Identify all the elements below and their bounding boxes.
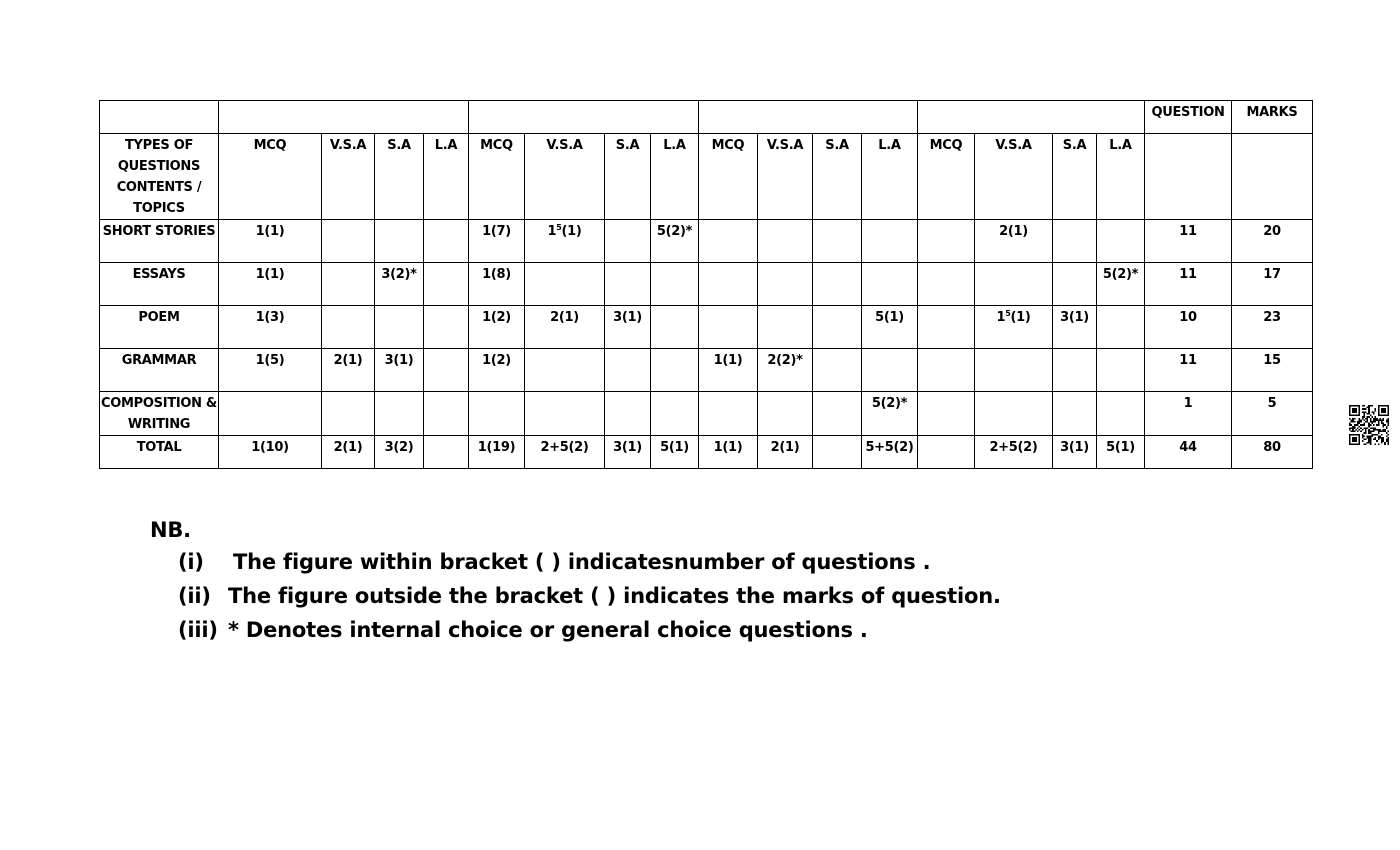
marks-cell (605, 349, 651, 392)
marks-cell: 1(1) (699, 349, 758, 392)
marks-cell (219, 392, 322, 436)
marks-cell: $1^5(1)$ (975, 306, 1053, 349)
marks-cell: 1(8) (469, 263, 525, 306)
marks-cell (813, 392, 862, 436)
marks-cell (375, 220, 424, 263)
marks-total-cell: 17 (1232, 263, 1313, 306)
marks-cell (375, 306, 424, 349)
marks-cell (813, 306, 862, 349)
marks-cell: 1(2) (469, 306, 525, 349)
marks-cell (1053, 349, 1097, 392)
marks-cell: 3(2)* (375, 263, 424, 306)
blank-marks-cell (1232, 134, 1313, 220)
topic-cell: POEM (100, 306, 219, 349)
table-row (100, 436, 1313, 469)
marks-cell: 2(1) (322, 436, 375, 469)
marks-cell: 3(1) (605, 306, 651, 349)
marks-cell: 5(2)* (1097, 263, 1145, 306)
table-row (100, 220, 1313, 263)
marks-cell (918, 220, 975, 263)
topic-cell: GRAMMAR (100, 349, 219, 392)
marks-cell: 2+5(2) (975, 436, 1053, 469)
marks-cell (758, 306, 813, 349)
marks-cell (525, 263, 605, 306)
header-group-cell (918, 101, 1145, 134)
question-total-cell: 44 (1145, 436, 1232, 469)
marks-cell (699, 220, 758, 263)
marks-cell (918, 436, 975, 469)
note-number: (iii) (178, 618, 218, 642)
marks-cell (862, 220, 918, 263)
header-group-cell (219, 101, 469, 134)
topic-cell: ESSAYS (100, 263, 219, 306)
header-marks: MARKS (1232, 101, 1313, 134)
header-blank-cell (100, 101, 219, 134)
marks-cell: $1^5(1)$ (525, 220, 605, 263)
marks-cell (322, 220, 375, 263)
marks-cell (1097, 220, 1145, 263)
blueprint-table (99, 100, 1313, 469)
marks-cell (424, 349, 469, 392)
marks-cell (758, 263, 813, 306)
marks-cell: 2+5(2) (525, 436, 605, 469)
topic-cell: SHORT STORIES (100, 220, 219, 263)
question-type-row (100, 134, 1313, 220)
marks-cell (1097, 306, 1145, 349)
marks-cell (651, 263, 699, 306)
marks-total-cell: 5 (1232, 392, 1313, 436)
type-header-cell: L.A (651, 134, 699, 220)
note-text: The figure within bracket ( ) indicatesnumber of questions . (233, 550, 931, 574)
marks-cell (424, 306, 469, 349)
marks-cell (525, 392, 605, 436)
type-header-cell: V.S.A (975, 134, 1053, 220)
marks-cell: 1(1) (219, 220, 322, 263)
marks-cell (758, 220, 813, 263)
marks-total-cell: 23 (1232, 306, 1313, 349)
marks-total-cell: 80 (1232, 436, 1313, 469)
qr-code-icon (1349, 405, 1389, 445)
marks-cell (1097, 349, 1145, 392)
types-label: TYPES OF QUESTIONS CONTENTS / TOPICS (100, 134, 219, 220)
table-row (100, 392, 1313, 436)
marks-cell: 3(2) (375, 436, 424, 469)
type-header-cell: MCQ (699, 134, 758, 220)
marks-cell (424, 392, 469, 436)
note-text: The figure outside the bracket ( ) indicates the marks of question. (228, 584, 1001, 608)
marks-cell (322, 306, 375, 349)
notes-section (150, 518, 1001, 652)
marks-cell (1097, 392, 1145, 436)
marks-cell: 1(1) (219, 263, 322, 306)
table-row (100, 349, 1313, 392)
note-number: (ii) (178, 584, 211, 608)
marks-cell: 1(3) (219, 306, 322, 349)
type-header-cell: S.A (605, 134, 651, 220)
table-row (100, 306, 1313, 349)
marks-cell (375, 392, 424, 436)
marks-cell (918, 349, 975, 392)
note-number: (i) (178, 550, 204, 574)
topic-cell: TOTAL (100, 436, 219, 469)
marks-cell (651, 349, 699, 392)
type-header-cell: S.A (375, 134, 424, 220)
marks-cell: 3(1) (1053, 436, 1097, 469)
type-header-cell: S.A (1053, 134, 1097, 220)
marks-total-cell: 20 (1232, 220, 1313, 263)
marks-cell (975, 349, 1053, 392)
marks-cell (424, 436, 469, 469)
question-total-cell: 11 (1145, 220, 1232, 263)
marks-cell (651, 306, 699, 349)
question-total-cell: 11 (1145, 263, 1232, 306)
question-total-cell: 11 (1145, 349, 1232, 392)
marks-cell (699, 392, 758, 436)
marks-cell (862, 349, 918, 392)
marks-cell: 1(5) (219, 349, 322, 392)
table-row (100, 263, 1313, 306)
marks-cell (651, 392, 699, 436)
marks-cell: 2(1) (758, 436, 813, 469)
marks-cell: 1(19) (469, 436, 525, 469)
type-header-cell: MCQ (469, 134, 525, 220)
marks-cell (813, 220, 862, 263)
marks-cell: 3(1) (375, 349, 424, 392)
blank-question-cell (1145, 134, 1232, 220)
marks-cell: 5(1) (651, 436, 699, 469)
marks-cell (758, 392, 813, 436)
header-question: QUESTION (1145, 101, 1232, 134)
marks-cell: 5+5(2) (862, 436, 918, 469)
marks-cell (813, 349, 862, 392)
marks-cell: 3(1) (1053, 306, 1097, 349)
type-header-cell: MCQ (918, 134, 975, 220)
marks-cell: 5(2)* (862, 392, 918, 436)
type-header-cell: MCQ (219, 134, 322, 220)
marks-cell: 1(7) (469, 220, 525, 263)
marks-cell (605, 263, 651, 306)
marks-cell: 1(2) (469, 349, 525, 392)
marks-total-cell: 15 (1232, 349, 1313, 392)
marks-cell: 5(2)* (651, 220, 699, 263)
marks-cell (1053, 392, 1097, 436)
marks-cell: 1(1) (699, 436, 758, 469)
marks-cell (699, 306, 758, 349)
marks-cell (605, 220, 651, 263)
note-item (150, 584, 1001, 618)
question-total-cell: 1 (1145, 392, 1232, 436)
note-item (150, 618, 868, 652)
marks-cell (605, 392, 651, 436)
type-header-cell: L.A (1097, 134, 1145, 220)
notes-title: NB. (150, 518, 191, 542)
marks-cell (975, 263, 1053, 306)
marks-cell (1053, 220, 1097, 263)
type-header-cell: V.S.A (322, 134, 375, 220)
marks-cell (322, 263, 375, 306)
marks-cell (699, 263, 758, 306)
marks-cell (918, 306, 975, 349)
marks-cell (918, 263, 975, 306)
note-text: * Denotes internal choice or general choice questions . (228, 618, 868, 642)
marks-cell (813, 263, 862, 306)
topic-cell: COMPOSITION & WRITING (100, 392, 219, 436)
marks-cell (1053, 263, 1097, 306)
marks-cell: 2(1) (322, 349, 375, 392)
marks-cell: 3(1) (605, 436, 651, 469)
type-header-cell: S.A (813, 134, 862, 220)
question-total-cell: 10 (1145, 306, 1232, 349)
type-header-cell: L.A (862, 134, 918, 220)
marks-cell: 5(1) (1097, 436, 1145, 469)
table-header-row (100, 101, 1313, 134)
marks-cell: 2(1) (975, 220, 1053, 263)
marks-cell (862, 263, 918, 306)
header-group-cell (469, 101, 699, 134)
type-header-cell: V.S.A (525, 134, 605, 220)
type-header-cell: V.S.A (758, 134, 813, 220)
marks-cell (469, 392, 525, 436)
note-item (150, 550, 931, 584)
marks-cell: 2(1) (525, 306, 605, 349)
marks-cell (525, 349, 605, 392)
marks-cell (322, 392, 375, 436)
marks-cell (424, 220, 469, 263)
marks-cell (424, 263, 469, 306)
marks-cell: 5(1) (862, 306, 918, 349)
header-group-cell (699, 101, 918, 134)
marks-cell: 2(2)* (758, 349, 813, 392)
type-header-cell: L.A (424, 134, 469, 220)
marks-cell: 1(10) (219, 436, 322, 469)
marks-cell (975, 392, 1053, 436)
marks-cell (813, 436, 862, 469)
marks-cell (918, 392, 975, 436)
